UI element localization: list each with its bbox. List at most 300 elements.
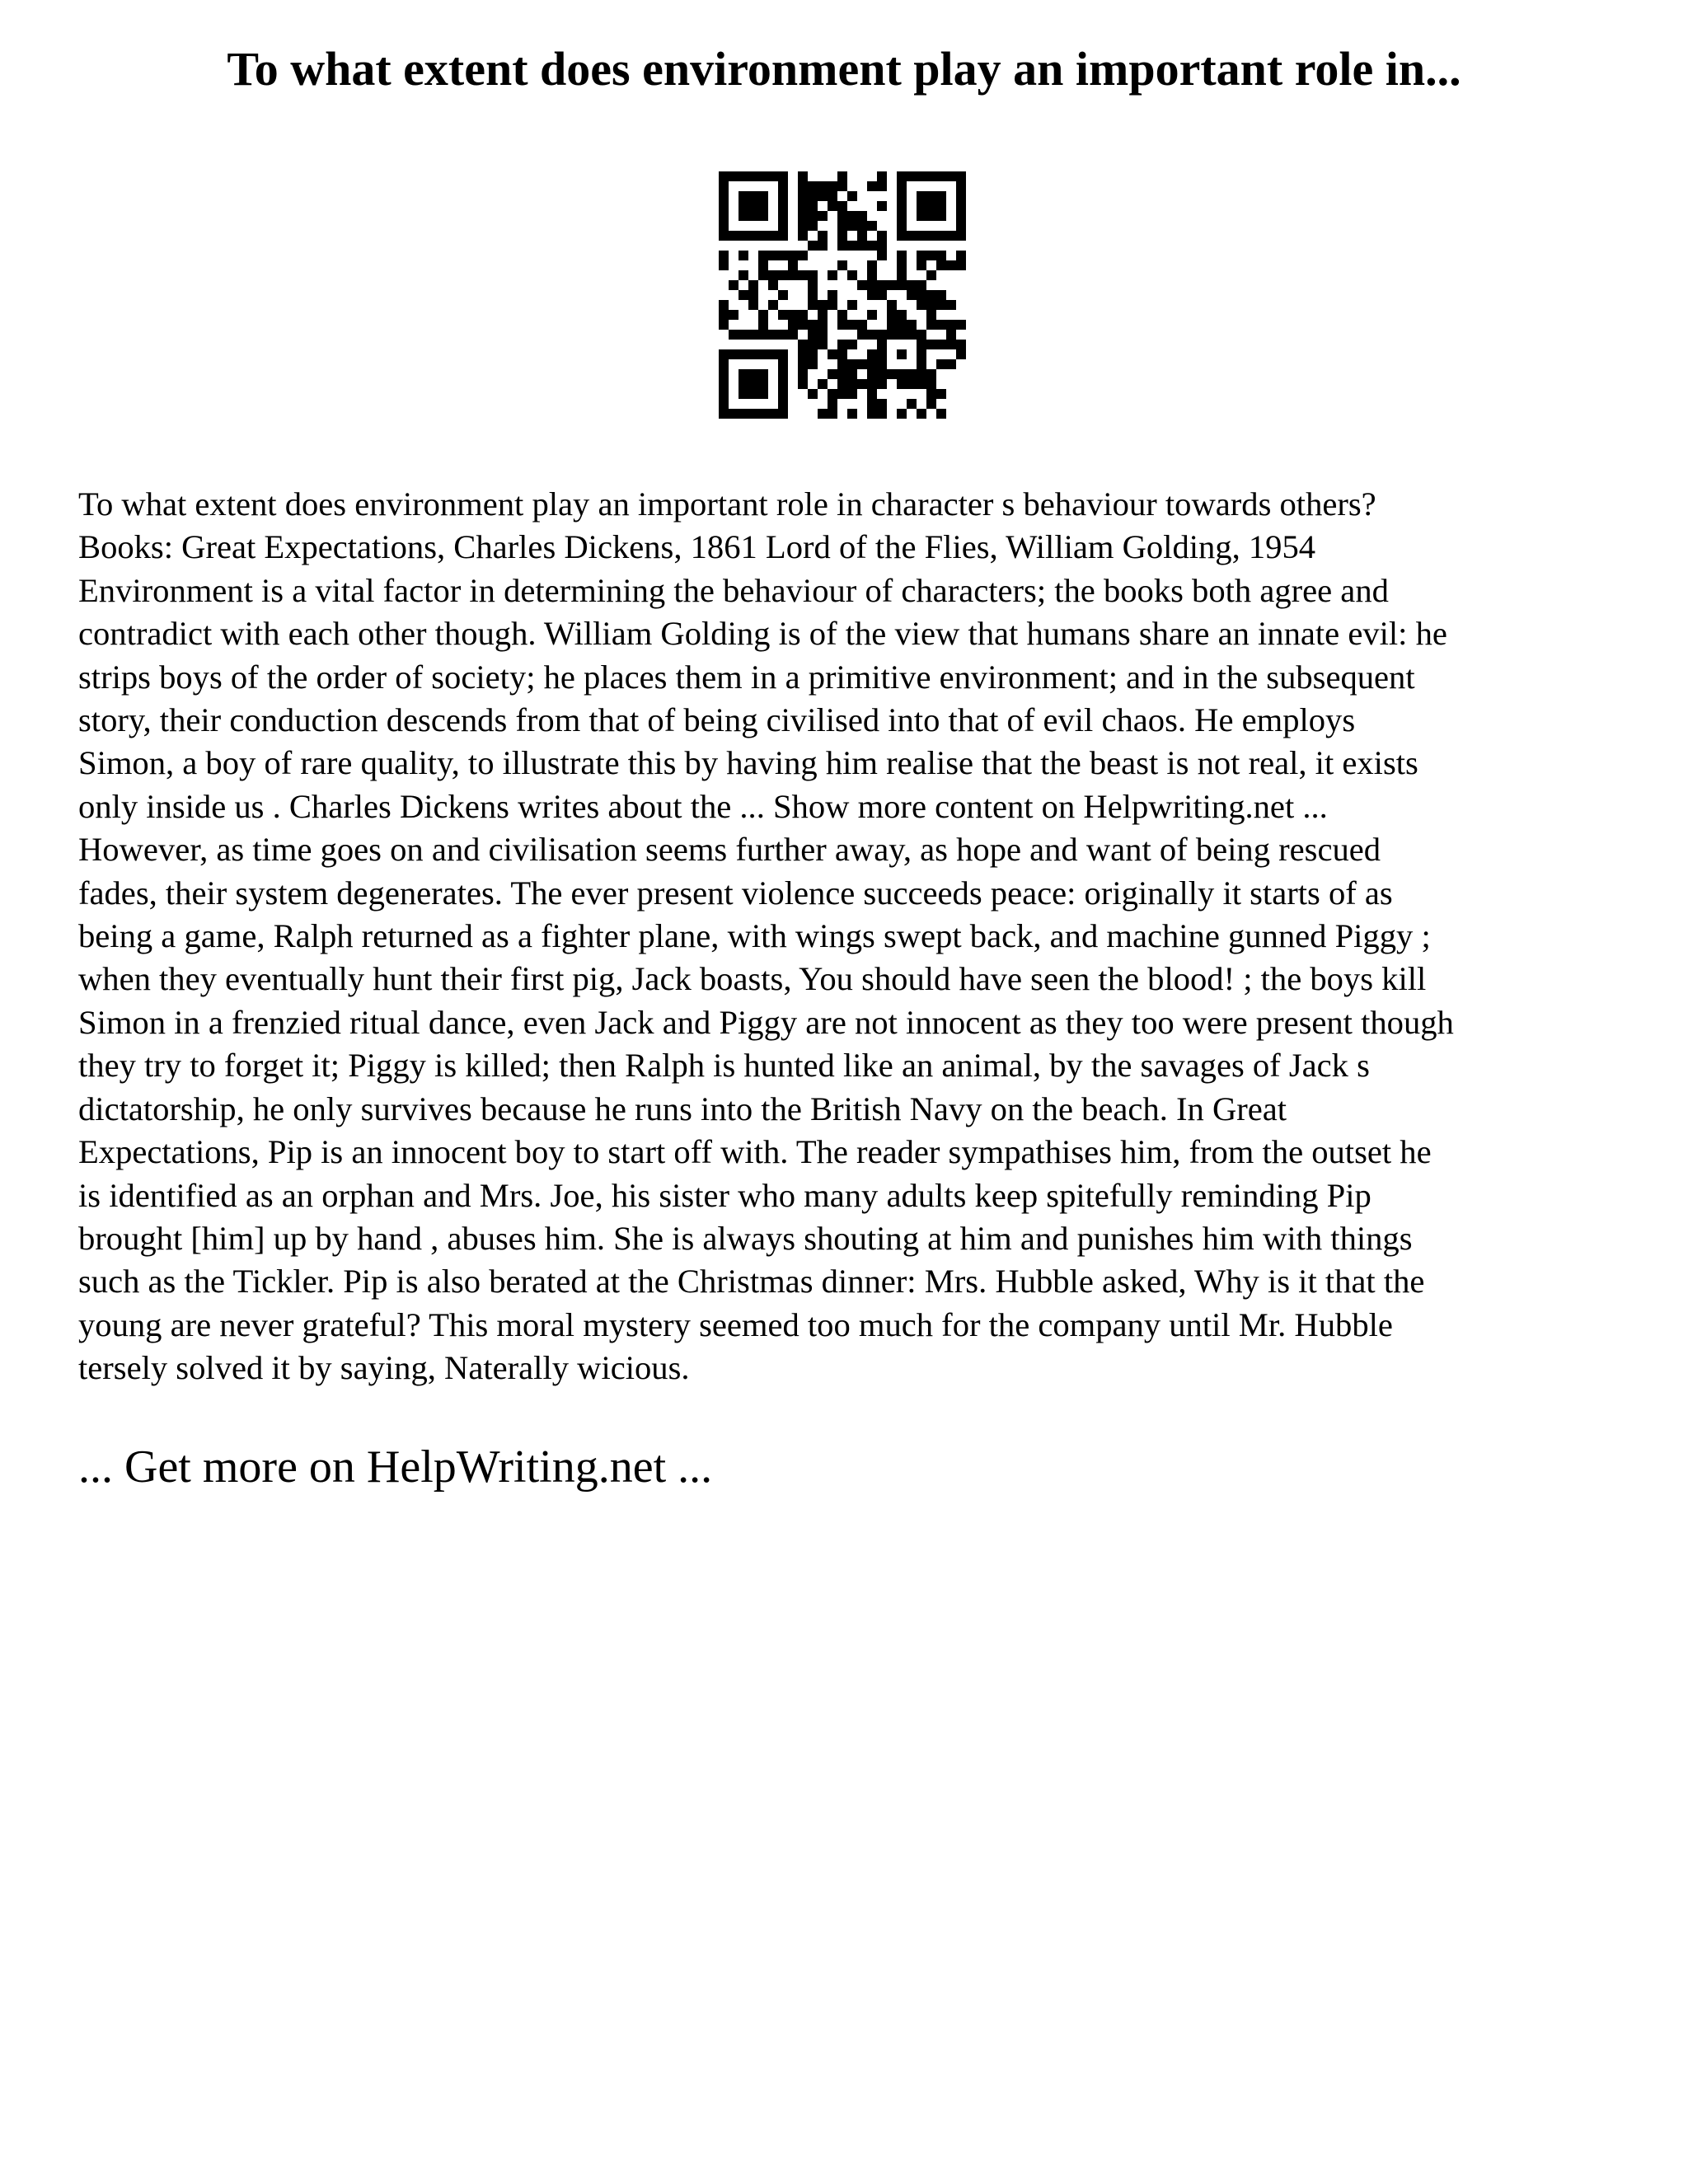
qr-module (738, 171, 748, 181)
qr-module (917, 171, 926, 181)
qr-module (738, 201, 748, 211)
qr-module (808, 300, 818, 310)
qr-module (917, 251, 926, 260)
qr-module (946, 260, 956, 270)
qr-module (818, 320, 828, 330)
qr-module (798, 221, 808, 231)
qr-module (837, 221, 847, 231)
qr-module (897, 280, 907, 290)
qr-module (729, 280, 738, 290)
qr-module (847, 320, 857, 330)
qr-module (748, 201, 758, 211)
qr-module (926, 290, 936, 300)
body-line: However, as time goes on and civilisation seems further away, as hope and want of being rescued (78, 831, 1381, 869)
qr-module (729, 349, 738, 359)
qr-module (936, 320, 946, 330)
qr-module (837, 201, 847, 211)
qr-module (758, 171, 768, 181)
qr-module (768, 409, 778, 419)
qr-module (907, 369, 917, 379)
qr-module (719, 231, 729, 241)
qr-code-icon (719, 171, 966, 419)
qr-module (808, 340, 818, 349)
qr-module (828, 389, 837, 399)
qr-module (956, 181, 966, 191)
qr-module (719, 409, 729, 419)
qr-module (837, 320, 847, 330)
qr-module (867, 409, 877, 419)
qr-module (847, 359, 857, 369)
qr-module (798, 191, 808, 201)
qr-module (758, 201, 768, 211)
qr-module (837, 369, 847, 379)
qr-module (877, 280, 887, 290)
qr-module (798, 320, 808, 330)
qr-module (867, 330, 877, 340)
qr-module (758, 310, 768, 320)
qr-module (897, 310, 907, 320)
qr-module (847, 300, 857, 310)
qr-module (867, 389, 877, 399)
qr-module (738, 270, 748, 280)
qr-module (729, 310, 738, 320)
qr-module (798, 171, 808, 181)
qr-module (926, 399, 936, 409)
qr-module (917, 330, 926, 340)
qr-module (837, 379, 847, 389)
qr-module (897, 320, 907, 330)
qr-module (897, 201, 907, 211)
body-line: when they eventually hunt their first pig, Jack boasts, You should have seen the blood! ; the boys kill (78, 960, 1427, 998)
qr-module (857, 320, 867, 330)
qr-module (897, 231, 907, 241)
qr-module (837, 359, 847, 369)
qr-module (946, 231, 956, 241)
qr-module (738, 191, 748, 201)
qr-module (828, 191, 837, 201)
qr-module (738, 369, 748, 379)
qr-module (897, 251, 907, 260)
qr-module (719, 320, 729, 330)
qr-module (917, 409, 926, 419)
qr-module (758, 369, 768, 379)
qr-module (798, 369, 808, 379)
qr-module (877, 330, 887, 340)
page-title: To what extent does environment play an important role in... (227, 42, 1461, 96)
qr-module (818, 191, 828, 201)
qr-module (778, 369, 788, 379)
qr-module (887, 330, 897, 340)
qr-module (897, 171, 907, 181)
body-line: tersely solved it by saying, Naterally wicious. (78, 1349, 690, 1387)
qr-module (828, 290, 837, 300)
qr-module (818, 300, 828, 310)
qr-module (729, 409, 738, 419)
qr-module (808, 270, 818, 280)
qr-module (917, 359, 926, 369)
body-line: story, their conduction descends from that of being civilised into that of evil chaos. He employs (78, 701, 1356, 739)
body-line: Books: Great Expectations, Charles Dickens, 1861 Lord of the Flies, William Golding, 1954 (78, 528, 1316, 566)
qr-module (907, 231, 917, 241)
qr-module (887, 320, 897, 330)
qr-module (818, 211, 828, 221)
qr-module (877, 290, 887, 300)
qr-module (926, 251, 936, 260)
qr-module (729, 231, 738, 241)
qr-module (867, 280, 877, 290)
qr-module (837, 171, 847, 181)
qr-module (877, 399, 887, 409)
qr-module (847, 191, 857, 201)
qr-module (758, 211, 768, 221)
qr-module (897, 191, 907, 201)
qr-module (719, 369, 729, 379)
qr-module (758, 330, 768, 340)
qr-module (847, 211, 857, 221)
qr-module (748, 330, 758, 340)
qr-module (837, 310, 847, 320)
body-line: To what extent does environment play an important role in character s behaviour towards others? (78, 485, 1376, 523)
qr-module (719, 251, 729, 260)
qr-module (818, 241, 828, 251)
qr-module (768, 300, 778, 310)
qr-module (798, 201, 808, 211)
qr-module (798, 211, 808, 221)
qr-module (887, 300, 897, 310)
qr-module (926, 201, 936, 211)
qr-module (778, 389, 788, 399)
qr-module (788, 320, 798, 330)
qr-module (758, 379, 768, 389)
body-line: fades, their system degenerates. The ever present violence succeeds peace: originally it starts of as (78, 874, 1393, 912)
qr-module (847, 340, 857, 349)
qr-module (847, 389, 857, 399)
qr-module (798, 359, 808, 369)
qr-module (768, 330, 778, 340)
qr-module (818, 330, 828, 340)
qr-module (907, 379, 917, 389)
qr-module (758, 409, 768, 419)
qr-module (738, 251, 748, 260)
qr-module (808, 349, 818, 359)
qr-module (897, 409, 907, 419)
qr-module (778, 201, 788, 211)
body-line: only inside us . Charles Dickens writes about the ... Show more content on Helpwriting.net ... (78, 787, 1328, 825)
qr-module (946, 300, 956, 310)
qr-module (768, 270, 778, 280)
qr-module (956, 320, 966, 330)
qr-module (857, 221, 867, 231)
qr-module (768, 349, 778, 359)
qr-module (867, 270, 877, 280)
qr-module (877, 181, 887, 191)
qr-module (808, 241, 818, 251)
qr-module (748, 191, 758, 201)
qr-module (936, 201, 946, 211)
qr-module (837, 260, 847, 270)
qr-module (758, 251, 768, 260)
qr-module (887, 369, 897, 379)
qr-module (738, 409, 748, 419)
qr-module (837, 389, 847, 399)
qr-module (867, 290, 877, 300)
qr-module (798, 181, 808, 191)
qr-module (808, 221, 818, 231)
qr-module (778, 409, 788, 419)
body-line: strips boys of the order of society; he places them in a primitive environment; and in the subsequent (78, 658, 1415, 696)
qr-module (808, 389, 818, 399)
body-line: Expectations, Pip is an innocent boy to start off with. The reader sympathises him, from the outset he (78, 1133, 1432, 1171)
qr-module (847, 369, 857, 379)
qr-module (778, 181, 788, 191)
qr-module (857, 330, 867, 340)
qr-module (818, 310, 828, 320)
qr-module (867, 369, 877, 379)
qr-module (956, 260, 966, 270)
qr-module (936, 211, 946, 221)
qr-module (867, 399, 877, 409)
qr-module (778, 231, 788, 241)
qr-module (798, 251, 808, 260)
qr-module (956, 171, 966, 181)
qr-module (877, 340, 887, 349)
qr-module (926, 389, 936, 399)
qr-module (719, 399, 729, 409)
qr-module (926, 369, 936, 379)
qr-module (917, 379, 926, 389)
qr-module (897, 379, 907, 389)
qr-module (778, 290, 788, 300)
qr-module (808, 320, 818, 330)
qr-module (818, 409, 828, 419)
body-line: young are never grateful? This moral mystery seemed too much for the company until Mr. Hubble (78, 1305, 1393, 1343)
qr-module (946, 320, 956, 330)
qr-module (946, 359, 956, 369)
qr-module (897, 369, 907, 379)
qr-module (936, 251, 946, 260)
qr-module (936, 359, 946, 369)
qr-module (926, 379, 936, 389)
qr-module (907, 320, 917, 330)
qr-module (778, 221, 788, 231)
qr-module (907, 280, 917, 290)
qr-module (798, 340, 808, 349)
qr-module (857, 241, 867, 251)
qr-module (917, 231, 926, 241)
qr-module (917, 349, 926, 359)
qr-module (897, 270, 907, 280)
qr-module (897, 221, 907, 231)
qr-module (857, 379, 867, 389)
qr-module (778, 191, 788, 201)
qr-module (917, 280, 926, 290)
qr-module (798, 231, 808, 241)
qr-module (768, 251, 778, 260)
qr-module (907, 330, 917, 340)
qr-module (917, 211, 926, 221)
qr-module (857, 280, 867, 290)
qr-module (738, 330, 748, 340)
qr-module (758, 270, 768, 280)
qr-module (748, 369, 758, 379)
qr-module (808, 211, 818, 221)
qr-module (828, 181, 837, 191)
qr-module (867, 359, 877, 369)
qr-module (867, 310, 877, 320)
body-line: they try to forget it; Piggy is killed; then Ralph is hunted like an animal, by the savages of Jack s (78, 1047, 1370, 1085)
qr-module (907, 399, 917, 409)
qr-module (758, 260, 768, 270)
qr-module (837, 349, 847, 359)
qr-module (738, 389, 748, 399)
qr-module (778, 349, 788, 359)
qr-module (936, 171, 946, 181)
qr-module (828, 349, 837, 359)
qr-module (818, 181, 828, 191)
qr-module (719, 389, 729, 399)
qr-module (936, 231, 946, 241)
qr-module (719, 181, 729, 191)
qr-module (808, 359, 818, 369)
qr-module (719, 171, 729, 181)
qr-module (847, 379, 857, 389)
qr-module (828, 270, 837, 280)
qr-module (926, 171, 936, 181)
qr-module (956, 340, 966, 349)
qr-module (857, 211, 867, 221)
qr-module (877, 171, 887, 181)
qr-module (877, 359, 887, 369)
qr-module (887, 310, 897, 320)
qr-module (748, 231, 758, 241)
qr-module (758, 320, 768, 330)
qr-module (867, 260, 877, 270)
qr-module (877, 409, 887, 419)
qr-module (808, 290, 818, 300)
qr-module (897, 330, 907, 340)
qr-module (738, 211, 748, 221)
body-line: being a game, Ralph returned as a fighter plane, with wings swept back, and machine gunned Piggy ; (78, 917, 1431, 955)
qr-module (778, 270, 788, 280)
qr-module (936, 389, 946, 399)
qr-module (926, 300, 936, 310)
qr-module (867, 241, 877, 251)
qr-module (778, 359, 788, 369)
body-line: contradict with each other though. William Golding is of the view that humans share an innate evil: he (78, 615, 1447, 653)
qr-module (837, 241, 847, 251)
qr-module (818, 379, 828, 389)
qr-module (748, 171, 758, 181)
qr-module (798, 349, 808, 359)
qr-module (748, 290, 758, 300)
qr-module (956, 349, 966, 359)
qr-module (877, 231, 887, 241)
qr-module (837, 340, 847, 349)
qr-module (857, 231, 867, 241)
qr-module (847, 409, 857, 419)
qr-module (818, 340, 828, 349)
qr-module (926, 191, 936, 201)
qr-module (719, 211, 729, 221)
qr-module (897, 181, 907, 191)
qr-module (798, 270, 808, 280)
body-line: Simon, a boy of rare quality, to illustrate this by having him realise that the beast is not real, it exists (78, 744, 1418, 782)
qr-module (719, 359, 729, 369)
qr-module (719, 221, 729, 231)
qr-module (946, 171, 956, 181)
qr-module (758, 349, 768, 359)
qr-module (946, 330, 956, 340)
qr-module (748, 349, 758, 359)
qr-module (719, 379, 729, 389)
qr-module (917, 290, 926, 300)
qr-module (926, 320, 936, 330)
qr-module (738, 349, 748, 359)
qr-module (936, 300, 946, 310)
qr-module (956, 221, 966, 231)
body-line: such as the Tickler. Pip is also berated at the Christmas dinner: Mrs. Hubble asked, Why is it that the (78, 1263, 1425, 1301)
qr-module (936, 409, 946, 419)
body-text (78, 483, 1628, 1390)
qr-module (738, 379, 748, 389)
qr-module (926, 310, 936, 320)
qr-module (926, 211, 936, 221)
qr-module (778, 399, 788, 409)
qr-module (758, 231, 768, 241)
qr-module (719, 191, 729, 201)
qr-module (808, 181, 818, 191)
qr-module (946, 340, 956, 349)
get-more-link[interactable]: ... Get more on HelpWriting.net ... (78, 1441, 713, 1493)
qr-module (877, 241, 887, 251)
qr-module (926, 340, 936, 349)
qr-module (877, 379, 887, 389)
qr-module (828, 399, 837, 409)
qr-module (719, 310, 729, 320)
qr-module (877, 251, 887, 260)
qr-module (758, 389, 768, 399)
qr-module (778, 211, 788, 221)
qr-module (808, 191, 818, 201)
qr-module (788, 270, 798, 280)
qr-module (867, 181, 877, 191)
qr-module (936, 290, 946, 300)
qr-module (719, 349, 729, 359)
qr-module (907, 171, 917, 181)
qr-module (917, 260, 926, 270)
qr-module (768, 231, 778, 241)
qr-module (738, 290, 748, 300)
qr-module (788, 310, 798, 320)
qr-module (857, 359, 867, 369)
qr-module (917, 369, 926, 379)
qr-module (798, 379, 808, 389)
qr-module (778, 171, 788, 181)
qr-module (828, 201, 837, 211)
qr-module (926, 270, 936, 280)
qr-module (748, 379, 758, 389)
qr-module (917, 191, 926, 201)
qr-module (837, 231, 847, 241)
qr-module (778, 251, 788, 260)
qr-module (867, 221, 877, 231)
body-line: Environment is a vital factor in determining the behaviour of characters; the books both agree and (78, 571, 1389, 609)
body-line: is identified as an orphan and Mrs. Joe, his sister who many adults keep spitefully reminding Pip (78, 1176, 1372, 1214)
qr-module (837, 211, 847, 221)
qr-module (808, 330, 818, 340)
qr-module (877, 369, 887, 379)
qr-module (778, 310, 788, 320)
